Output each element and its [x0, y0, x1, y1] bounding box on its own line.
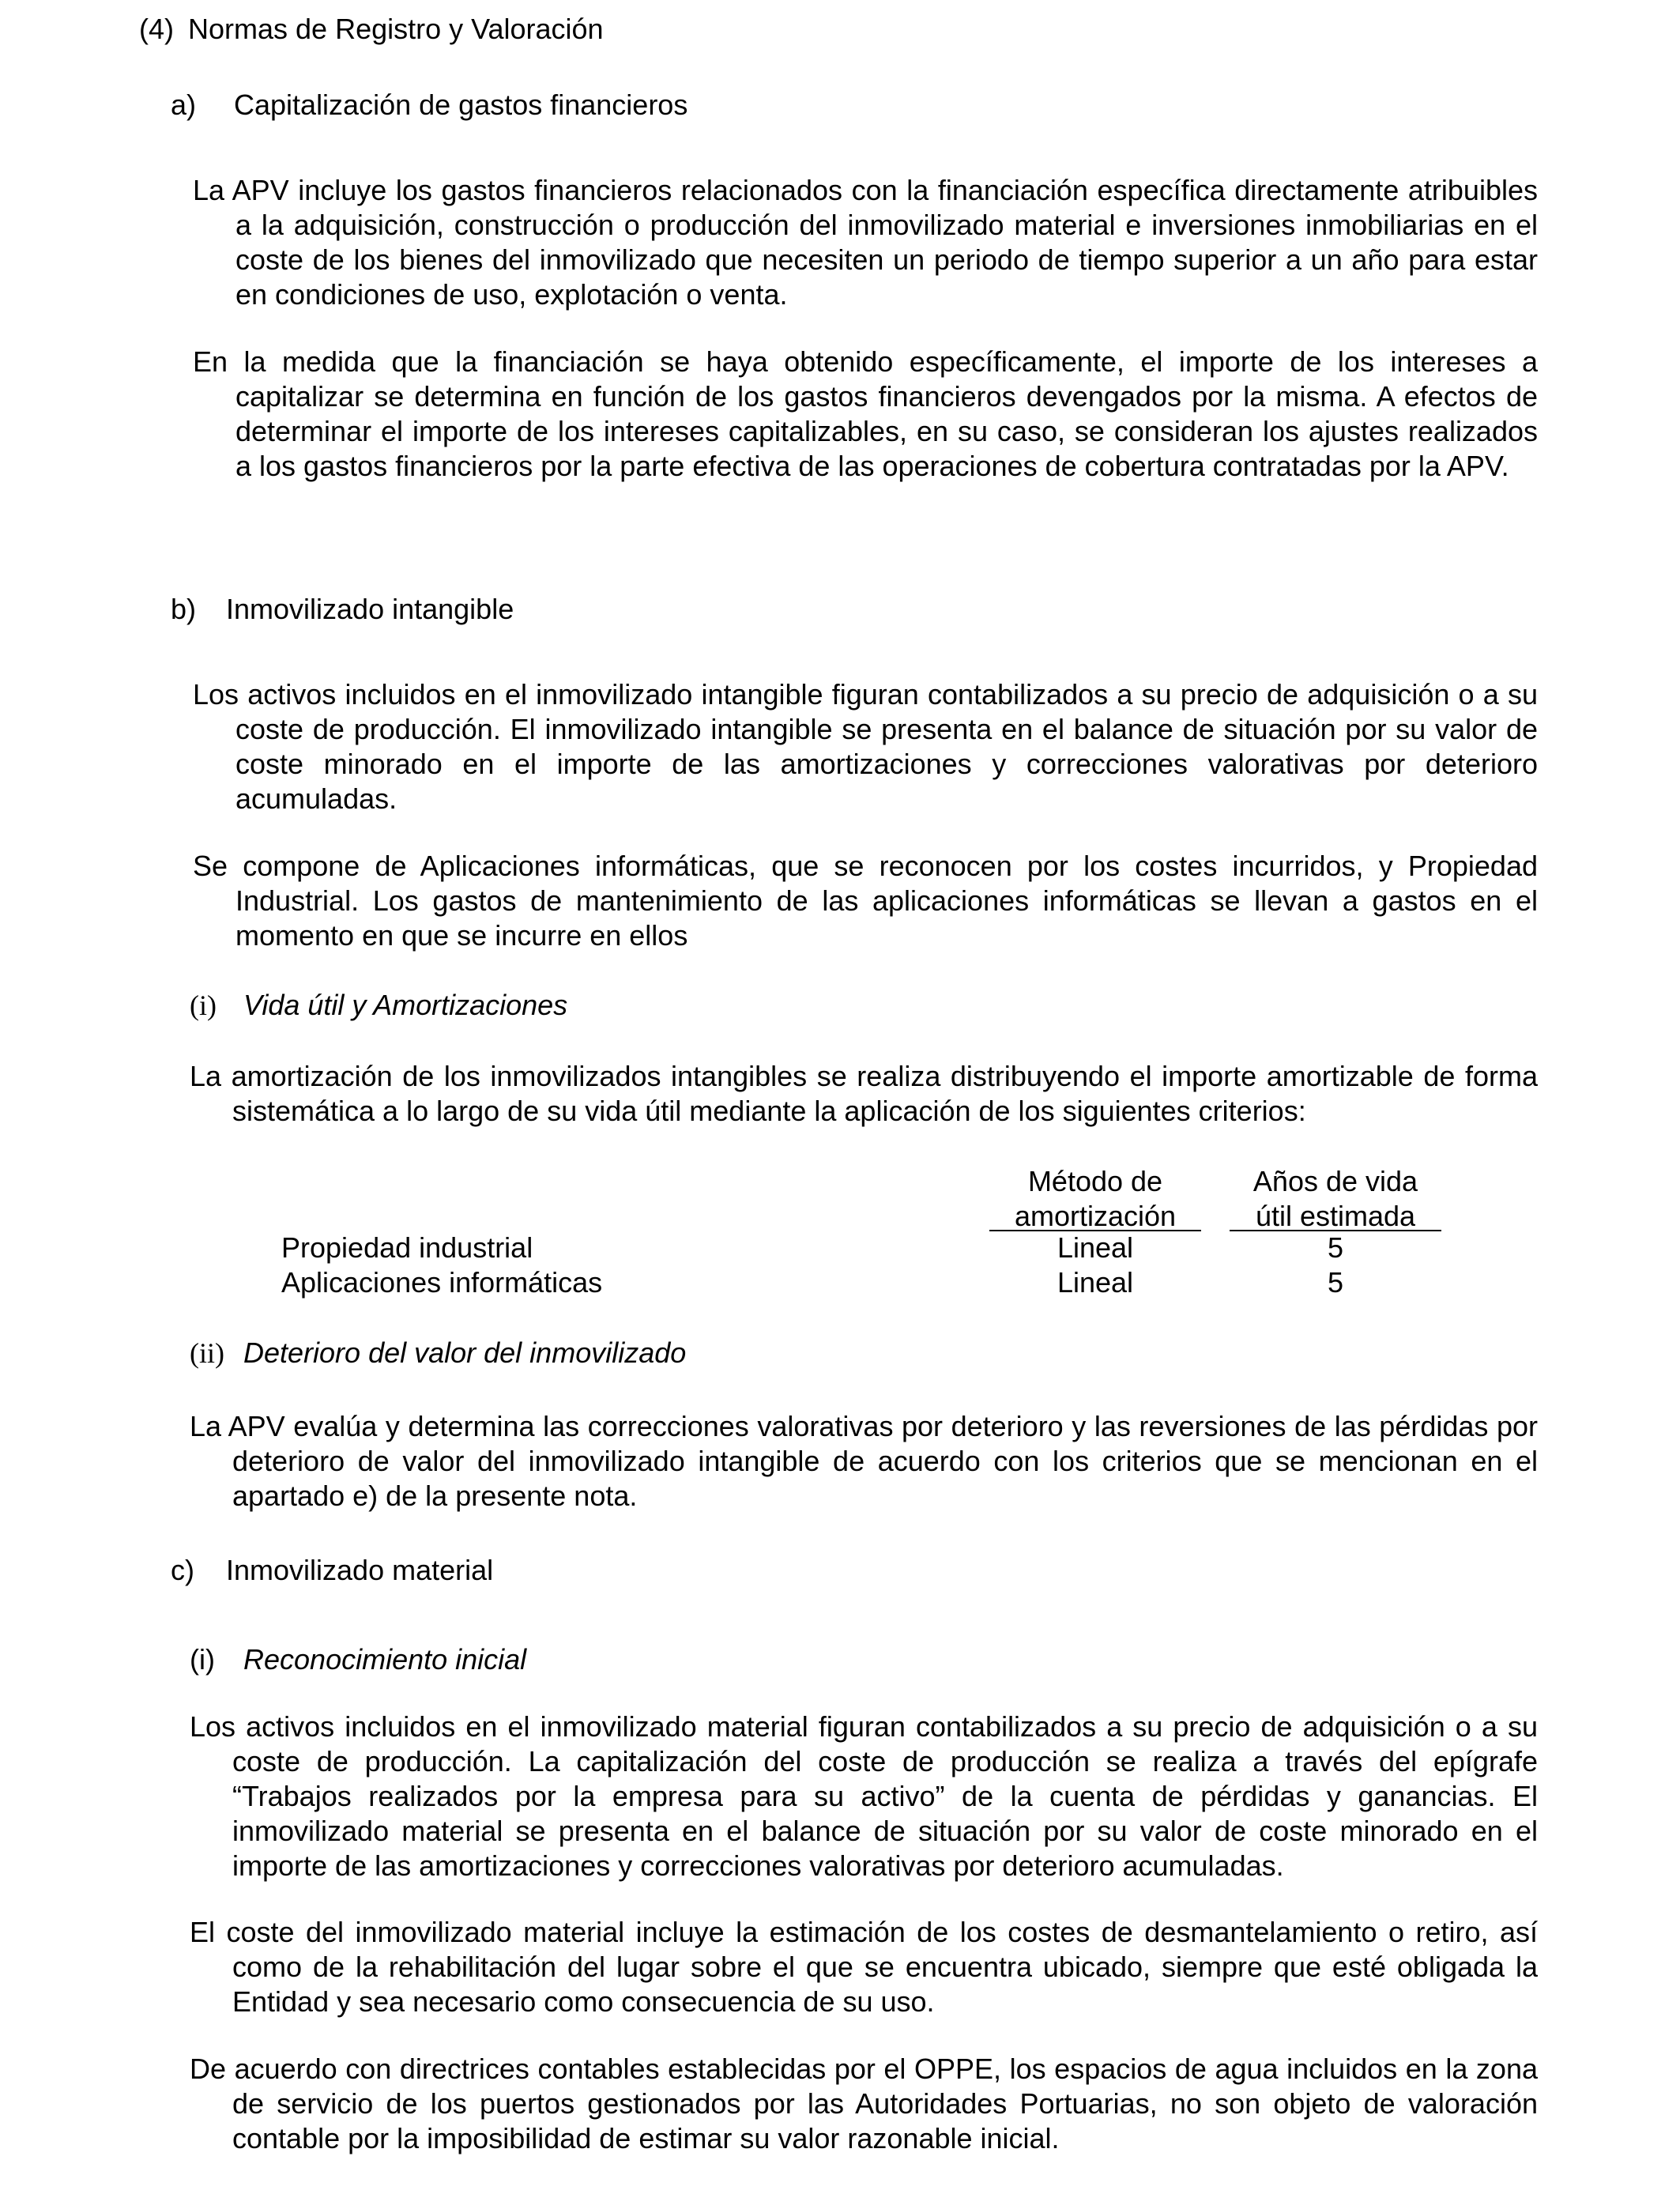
years-header-line2: útil estimada: [1255, 1200, 1416, 1232]
heading-number: (4): [139, 13, 174, 45]
paragraph-b-2: Se compone de Aplicaciones informáticas, que se reconocen por los costes incurridos, y Propiedad Industrial. Los gastos de mantenimiento de las aplicaciones informáticas se llevan a gastos en el momento en que se incurre en ellos: [193, 850, 1538, 952]
section-heading: [139, 12, 604, 47]
subsection-c-i-heading: [190, 1642, 527, 1677]
subsection-b-ii-heading: [190, 1336, 687, 1370]
subsection-b-label: b): [171, 593, 197, 625]
paragraph-a-2: En la medida que la financiación se haya obtenido específicamente, el importe de los intereses a capitalizar se determina en función de los gastos financieros devengados por la misma. A efectos de determinar el importe de los intereses capitalizables, en su caso, se consideran los ajustes realizados a los gastos financieros por la parte efectiva de las operaciones de cobertura contratadas por la APV.: [193, 345, 1538, 482]
subsection-c-heading: [171, 1553, 494, 1588]
paragraph-c-i-1: Los activos incluidos en el inmovilizado material figuran contabilizados a su precio de adquisición o a su coste de producción. La capitalización del coste de producción se realiza a través del epígrafe “Trabajos realizados por la empresa para su activo” de la cuenta de pérdidas y ganancias. El inmovilizado material se presenta en el balance de situación por su valor de coste minorado en el importe de las amortizaciones y correcciones valorativas por deterioro acumuladas.: [190, 1710, 1538, 1882]
subsection-b-ii-label: (ii): [190, 1337, 224, 1369]
row-label: Aplicaciones informáticas: [281, 1266, 603, 1299]
method-header-line2: amortización: [1014, 1200, 1177, 1232]
subsection-b-ii-title: Deterioro del valor del inmovilizado: [243, 1336, 687, 1369]
subsection-b-i-title: Vida útil y Amortizaciones: [243, 989, 568, 1021]
row-years: 5: [1327, 1231, 1344, 1264]
subsection-c-i-label: (i): [190, 1643, 215, 1676]
subsection-b-heading: [171, 592, 514, 627]
subsection-a-heading: [171, 88, 688, 123]
subsection-b-title: Inmovilizado intangible: [226, 593, 514, 625]
subsection-c-i-title: Reconocimiento inicial: [243, 1643, 527, 1676]
row-method: Lineal: [1057, 1266, 1134, 1299]
paragraph-b-i: La amortización de los inmovilizados intangibles se realiza distribuyendo el importe amortizable de forma sistemática a lo largo de su vida útil mediante la aplicación de los siguientes criterios:: [190, 1060, 1538, 1127]
subsection-a-label: a): [171, 89, 197, 121]
subsection-c-label: c): [171, 1554, 194, 1586]
table-header-method: [989, 1164, 1201, 1234]
subsection-c-title: Inmovilizado material: [226, 1554, 494, 1586]
heading-title: Normas de Registro y Valoración: [188, 13, 604, 45]
method-header-line1: Método de: [1027, 1165, 1163, 1197]
subsection-b-i-heading: [190, 988, 568, 1023]
row-method: Lineal: [1057, 1231, 1134, 1264]
paragraph-c-i-3: De acuerdo con directrices contables establecidas por el OPPE, los espacios de agua incluidos en la zona de servicio de los puertos gestionados por las Autoridades Portuarias, no son objeto de valoración contable por la imposibilidad de estimar su valor razonable inicial.: [190, 2053, 1538, 2154]
paragraph-b-1: Los activos incluidos en el inmovilizado intangible figuran contabilizados a su precio de adquisición o a su coste de producción. El inmovilizado intangible se presenta en el balance de situación por su valor de coste minorado en el importe de las amortizaciones y correcciones valorativas por deterioro acumuladas.: [193, 678, 1538, 815]
paragraph-a-1: La APV incluye los gastos financieros relacionados con la financiación específica directamente atribuibles a la adquisición, construcción o producción del inmovilizado material e inversiones inmobiliarias en el coste de los bienes del inmovilizado que necesiten un periodo de tiempo superior a un año para estar en condiciones de uso, explotación o venta.: [193, 174, 1538, 311]
table-header-years: [1230, 1164, 1441, 1234]
row-label: Propiedad industrial: [281, 1231, 533, 1264]
subsection-a-title: Capitalización de gastos financieros: [234, 89, 688, 121]
years-header-line1: Años de vida: [1252, 1165, 1418, 1197]
subsection-b-i-label: (i): [190, 990, 217, 1021]
paragraph-b-ii: La APV evalúa y determina las correcciones valorativas por deterioro y las reversiones de las pérdidas por deterioro de valor del inmovilizado intangible de acuerdo con los criterios que se mencionan en el apartado e) de la presente nota.: [190, 1410, 1538, 1512]
row-years: 5: [1327, 1266, 1344, 1299]
paragraph-c-i-2: El coste del inmovilizado material incluye la estimación de los costes de desmantelamiento o retiro, así como de la rehabilitación del lugar sobre el que se encuentra ubicado, siempre que esté obligada la Entidad y sea necesario como consecuencia de su uso.: [190, 1916, 1538, 2018]
